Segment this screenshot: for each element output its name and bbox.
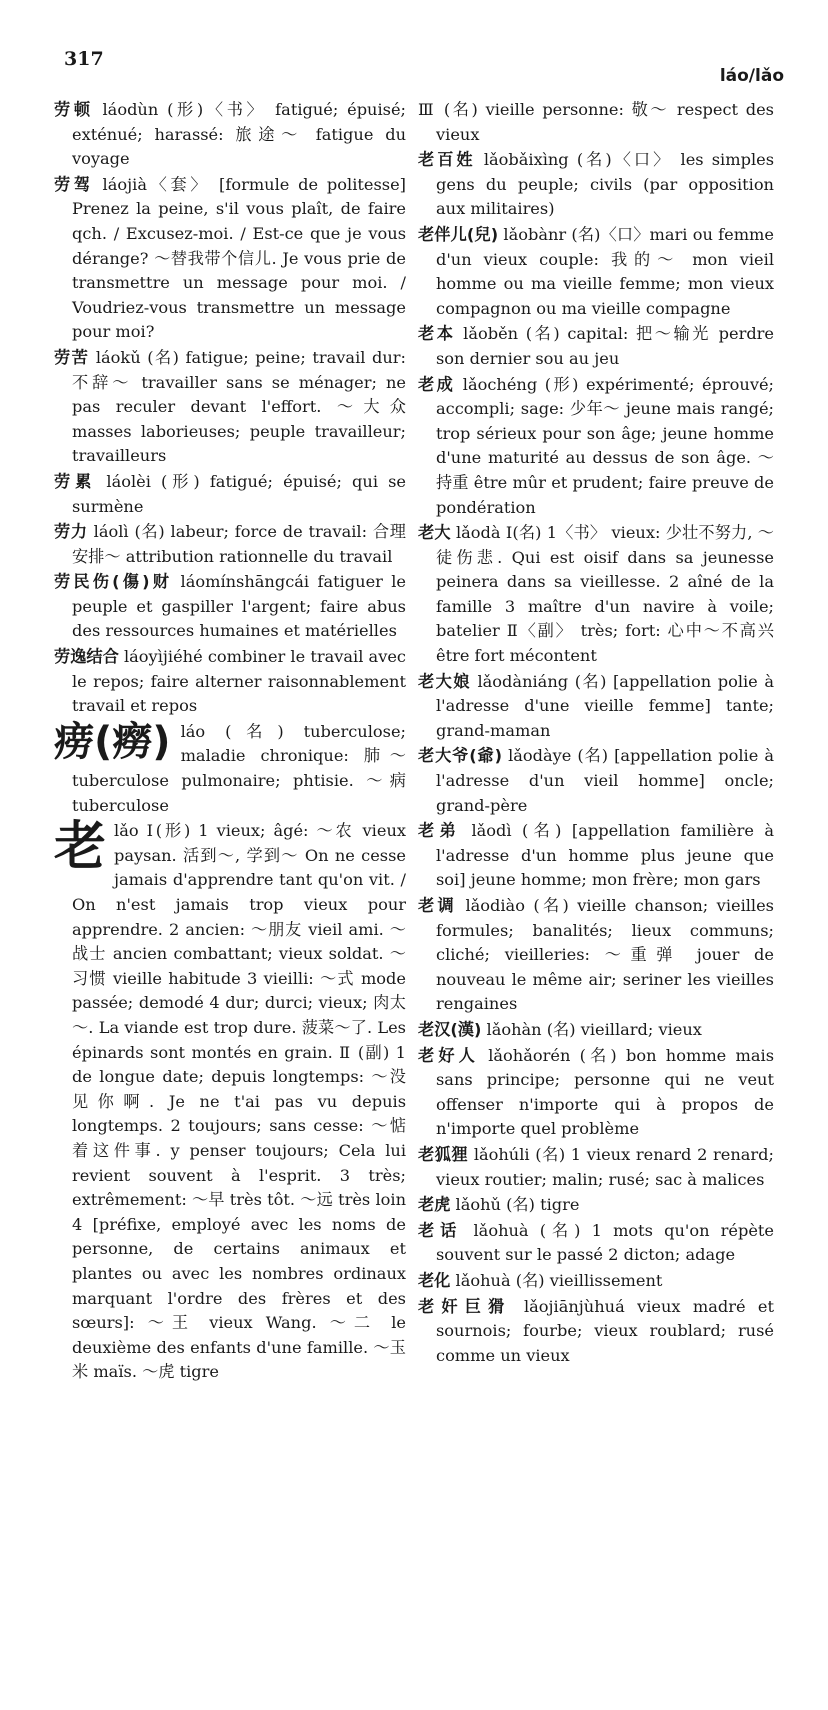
entry-headword: 老好人	[418, 1045, 479, 1065]
entry-definition: lǎodàniáng (名) [appellation polie à l'adresse d'une vieille femme] tante; grand-maman	[436, 671, 774, 740]
entry-definition: lǎojiānjùhuá vieux madré et sournois; fourbe; vieux roublard; rusé comme un vieux	[436, 1296, 775, 1365]
dictionary-entry	[418, 373, 774, 521]
entry-definition: láokǔ (名) fatigue; peine; travail dur: 不辞～ travailler sans se ménager; ne pas reculer devant l'effort. ～大众 masses laborieuses; peuple travailleur; travailleurs	[72, 347, 406, 466]
entry-definition: lǎodàye (名) [appellation polie à l'adresse d'un vieil homme] oncle; grand-père	[436, 746, 774, 815]
dictionary-entry	[54, 570, 406, 644]
entry-definition: Ⅲ (名) vieille personne: 敬～ respect des vieux	[418, 100, 774, 144]
entry-headword: 老调	[418, 896, 457, 915]
entry-definition: láodùn (形)〈书〉 fatigué; épuisé; exténué; harassé: 旅途～ fatigue du voyage	[72, 100, 407, 169]
entry-definition: láolì (名) labeur; force de travail: 合理安排～ attribution rationnelle du travail	[72, 522, 406, 566]
entry-definition: lǎohǔ (名) tigre	[455, 1195, 580, 1215]
dictionary-entry	[54, 173, 406, 345]
entry-headword: 老弟	[418, 821, 461, 841]
dictionary-entry	[418, 1295, 774, 1369]
dictionary-entry	[54, 645, 406, 719]
left-column	[54, 98, 406, 1386]
entry-headword: 老大爷(爺)	[418, 746, 503, 766]
entry-headword: 劳苦	[54, 347, 90, 367]
entry-definition: lǎoběn (名) capital: 把～输光 perdre son dernier sou au jeu	[436, 324, 774, 368]
entry-definition: lǎohàn (名) vieillard; vieux	[486, 1019, 702, 1039]
entry-definition: láojià〈套〉 [formule de politesse] Prenez la peine, s'il vous plaît, de faire qch. / Excusez-moi. / Est-ce que je vous dérange? ～替我带个信儿. Je vous prie de transmettre un message pour moi. / Voudriez-vous transmettre un message pour moi?	[72, 174, 406, 342]
entry-definition: lǎohǎorén (名) bon homme mais sans principe; personne qui ne veut offenser n'importe qui à propos de n'importe quel problème	[436, 1045, 775, 1139]
entry-headword: 老成	[418, 374, 456, 394]
entry-headword: 老话	[418, 1220, 463, 1240]
entry-headword: 老大娘	[418, 671, 471, 691]
dictionary-entry	[418, 1044, 774, 1142]
entry-headword: 劳驾	[54, 174, 94, 194]
entry-definition: láoyìjiéhé combiner le travail avec le repos; faire alterner raisonnablement travail et repos	[72, 647, 406, 716]
entry-headword: 老本	[418, 324, 456, 344]
entry-definition: lǎobǎixìng (名)〈口〉 les simples gens du peuple; civils (par opposition aux militaires)	[436, 150, 775, 219]
entry-headword: 劳顿	[54, 100, 94, 119]
entry-definition: lǎodiào (名) vieille chanson; vieilles formules; banalités; lieux communs; cliché; vieilleries: ～重弹 jouer de nouveau le même air; seriner les vieilles rengaines	[436, 896, 774, 1014]
dictionary-entry	[418, 98, 774, 147]
dictionary-entry	[54, 720, 406, 818]
entry-definition: láolèi (形) fatigué; épuisé; qui se surmène	[72, 471, 406, 516]
entry-definition: lǎochéng (形) expérimenté; éprouvé; accompli; sage: 少年～ jeune mais rangé; trop sérieux pour son âge; jeune homme d'une maturité au dessus de son âge. ～持重 être mûr et prudent; faire preuve de pondération	[436, 374, 774, 517]
dictionary-entry	[418, 1018, 774, 1043]
entry-headword: 老伴儿(兒)	[418, 224, 499, 244]
entry-headword: 劳力	[54, 522, 88, 542]
entry-headword: 老化	[418, 1270, 451, 1290]
entry-definition: lǎo Ⅰ(形) 1 vieux; âgé: ～农 vieux paysan. 活到～, 学到～ On ne cesse jamais d'apprendre tant qu'on vit. / On n'est jamais trop vieux pour apprendre. 2 ancien: ～朋友 vieil ami. ～战士 ancien combattant; vieux soldat. ～习惯 vieille habitude 3 vieilli: ～式 mode passée; demodé 4 dur; durci; vieux; 肉太～. La viande est trop dure. 菠菜～了. Les épinards sont montés en grain. Ⅱ (副) 1 de longue date; depuis longtemps: ～没见你啊. Je ne t'ai pas vu depuis longtemps. 2 toujours; sans cesse: ～惦着这件事. y penser toujours; Cela lui revient souvent à l'esprit. 3 très; extrêmement: ～早 très tôt. ～远 très loin 4 [préfixe, employé avec les noms de personne, de certains animaux et plantes ou avec les nombres ordinaux marquant l'ordre des frères et des sœurs]: ～王 vieux Wang. ～二 le deuxième des enfants d'une famille. ～玉米 maïs. ～虎 tigre	[72, 821, 406, 1382]
entry-definition: láo (名) tuberculose; maladie chronique: 肺～ tuberculose pulmonaire; phtisie. ～病 tuberculose	[72, 721, 406, 815]
dictionary-entry	[418, 1219, 774, 1268]
entry-definition: lǎobànr (名)〈口〉mari ou femme d'un vieux couple: 我的～ mon vieil homme ou ma vieille femme; mon vieux compagnon ou ma vieille compagne	[436, 224, 774, 318]
dictionary-entry	[418, 819, 774, 893]
dictionary-entry	[54, 819, 406, 1385]
page-number: 317	[64, 48, 104, 70]
entry-definition: lǎohuà (名) 1 mots qu'on répète souvent sur le passé 2 dicton; adage	[436, 1220, 774, 1265]
dictionary-entry	[54, 470, 406, 519]
dictionary-entry	[418, 670, 774, 744]
dictionary-entry	[54, 98, 406, 172]
entry-definition: lǎohuà (名) vieillissement	[455, 1270, 663, 1290]
entry-definition: lǎohúli (名) 1 vieux renard 2 renard; vieux routier; malin; rusé; sac à malices	[436, 1144, 774, 1189]
entry-headword: 老百姓	[418, 150, 476, 170]
entry-definition: láomínshāngcái fatiguer le peuple et gaspiller l'argent; faire abus des ressources humaines et matérielles	[72, 572, 406, 641]
dictionary-entry	[54, 520, 406, 569]
dictionary-entry	[418, 521, 774, 669]
dictionary-entry	[418, 1269, 774, 1294]
entry-headword: 老大	[418, 523, 451, 543]
entry-headword: 劳民伤(傷)财	[54, 572, 173, 592]
dictionary-entry	[418, 744, 774, 818]
dictionary-entry	[418, 1193, 774, 1218]
dictionary-entry	[418, 894, 774, 1017]
right-column	[418, 98, 774, 1369]
entry-headword: 老汉(漢)	[418, 1019, 482, 1039]
dictionary-entry	[418, 322, 774, 371]
entry-headword: 劳逸结合	[54, 647, 119, 667]
entry-headword: 老虎	[418, 1195, 451, 1215]
running-head: láo/lǎo	[719, 66, 784, 86]
entry-headword: 劳累	[54, 471, 97, 491]
entry-headword: 老	[54, 817, 107, 878]
dictionary-entry	[418, 1143, 774, 1192]
dictionary-entry	[54, 346, 406, 469]
dictionary-entry	[418, 148, 774, 222]
dictionary-entry	[418, 223, 774, 321]
entry-definition: lǎodì (名) [appellation familière à l'adresse d'un homme plus jeune que soi] jeune homme; mon frère; mon gars	[436, 821, 775, 890]
entry-definition: lǎodà Ⅰ(名) 1〈书〉 vieux: 少壮不努力, ～徒伤悲. Qui est oisif dans sa jeunesse peinera dans sa vieillesse. 2 aîné de la famille 3 maître d'un navire à voile; batelier Ⅱ〈副〉 très; fort: 心中～不高兴 être fort mécontent	[436, 523, 774, 666]
entry-headword: 痨(癆)	[54, 718, 171, 765]
entry-headword: 老奸巨猾	[418, 1296, 512, 1316]
entry-headword: 老狐狸	[418, 1144, 469, 1164]
